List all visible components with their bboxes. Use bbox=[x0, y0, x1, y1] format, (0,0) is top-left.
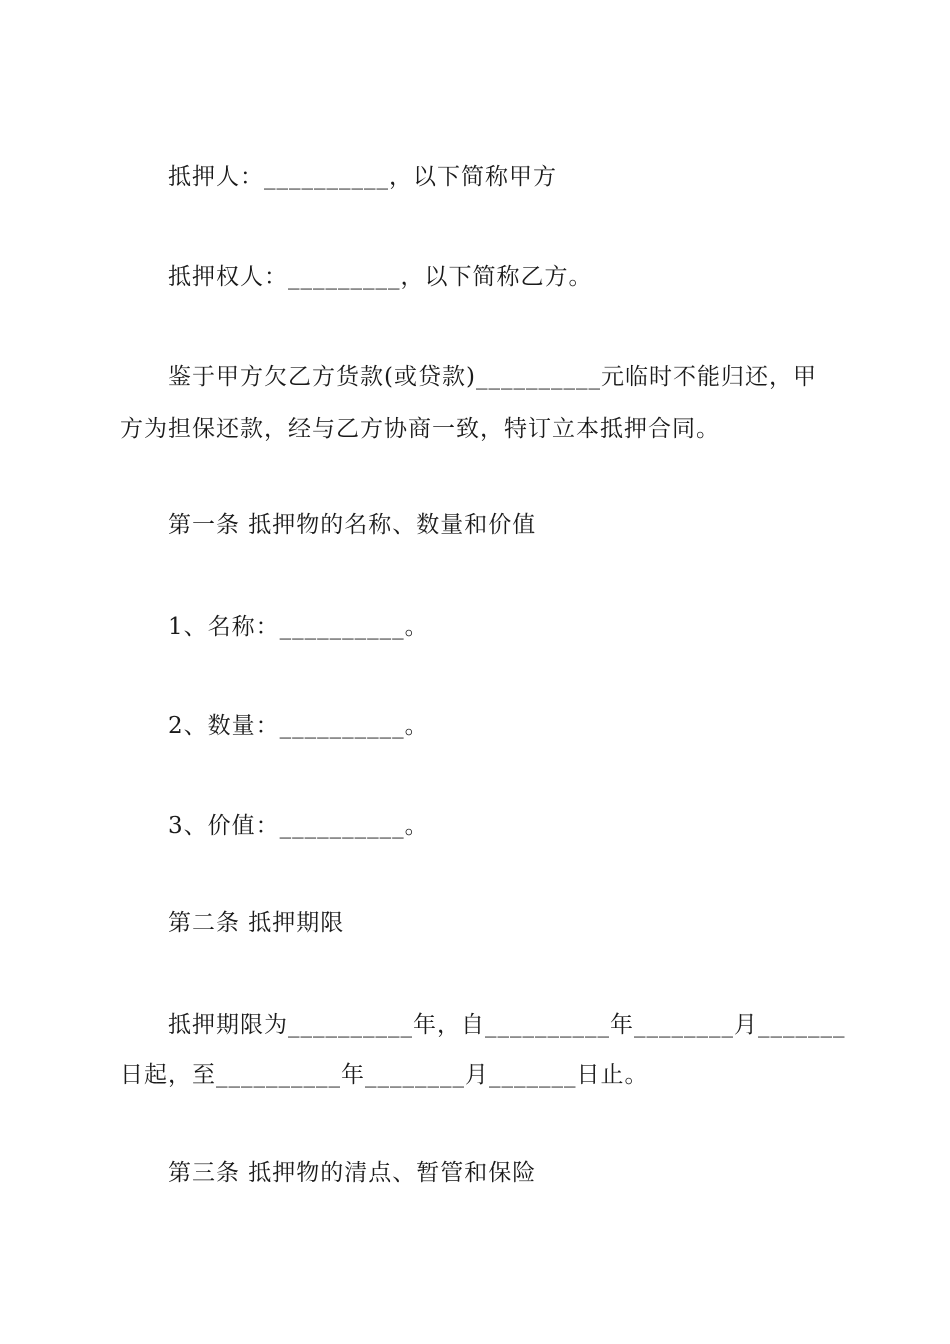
preamble-line-1: 鉴于甲方欠乙方货款(或贷款)__________元临时不能归还，甲 bbox=[168, 364, 817, 390]
item-quantity: 2、数量：__________。 bbox=[168, 713, 429, 739]
item-value: 3、价值：__________。 bbox=[168, 813, 429, 839]
term-line-2: 日起，至__________年________月_______日止。 bbox=[120, 1062, 649, 1088]
mortgagor-line: 抵押人：__________，以下简称甲方 bbox=[168, 164, 557, 190]
item-name: 1、名称：__________。 bbox=[168, 614, 429, 640]
preamble-line-2: 方为担保还款，经与乙方协商一致，特订立本抵押合同。 bbox=[120, 416, 720, 442]
mortgagee-line: 抵押权人：_________，以下简称乙方。 bbox=[168, 264, 593, 290]
article-2-heading: 第二条 抵押期限 bbox=[168, 910, 345, 936]
term-line-1: 抵押期限为__________年，自__________年________月_______ bbox=[168, 1012, 846, 1038]
article-1-heading: 第一条 抵押物的名称、数量和价值 bbox=[168, 512, 537, 538]
article-3-heading: 第三条 抵押物的清点、暂管和保险 bbox=[168, 1160, 537, 1186]
